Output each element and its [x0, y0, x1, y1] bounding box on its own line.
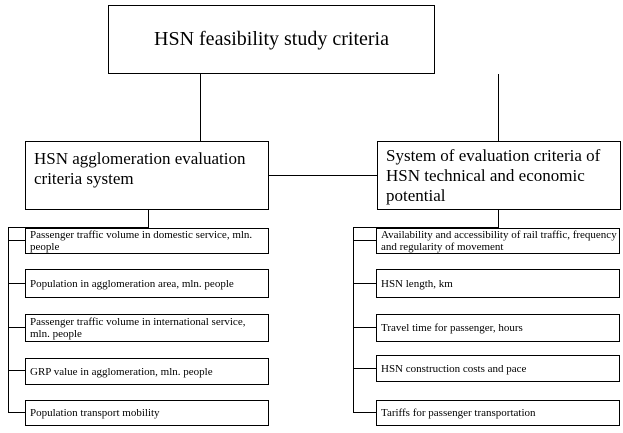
- left-tick-3: [8, 327, 25, 328]
- left-criterion-5-label: Population transport mobility: [30, 407, 160, 419]
- right-bracket-spine: [353, 227, 354, 413]
- agglomeration-criteria-node: [25, 141, 269, 210]
- root-node: [108, 5, 435, 74]
- right-tick-4: [353, 368, 376, 369]
- left-criterion-2-label: Population in agglomeration area, mln. people: [30, 277, 234, 290]
- right-criterion-3: [376, 314, 620, 342]
- right-criterion-1: [376, 228, 620, 254]
- left-criterion-2: [25, 269, 269, 298]
- root-title: HSN feasibility study criteria: [154, 28, 389, 50]
- right-criterion-5: [376, 400, 620, 426]
- left-criterion-3: [25, 314, 269, 342]
- left-tick-4: [8, 370, 25, 371]
- left-criterion-5: [25, 400, 269, 426]
- technical-economic-criteria-node: [377, 141, 621, 210]
- left-tick-5: [8, 412, 25, 413]
- right-tick-3: [353, 327, 376, 328]
- left-criterion-1-label: Passenger traffic volume in domestic service, mln. people: [30, 229, 253, 253]
- left-criterion-4-label: GRP value in agglomeration, mln. people: [30, 365, 213, 378]
- right-criterion-4-label: HSN construction costs and pace: [381, 362, 527, 375]
- connector-root-to-left: [200, 74, 201, 141]
- right-criterion-2: [376, 269, 620, 298]
- right-criterion-3-label: Travel time for passenger, hours: [381, 322, 523, 334]
- left-tick-2: [8, 283, 25, 284]
- right-tick-1: [353, 240, 376, 241]
- left-tick-1: [8, 240, 25, 241]
- connector-root-to-right: [498, 74, 499, 141]
- right-tick-2: [353, 283, 376, 284]
- left-criterion-1: [25, 228, 269, 254]
- agglomeration-criteria-title: HSN agglomeration evaluation criteria system: [34, 149, 246, 188]
- right-bracket-stem: [498, 210, 499, 227]
- technical-economic-criteria-title: System of evaluation criteria of HSN technical and economic potential: [386, 146, 601, 205]
- left-criterion-3-label: Passenger traffic volume in international service, mln. people: [30, 316, 246, 340]
- connector-left-to-right: [269, 175, 377, 176]
- right-criterion-5-label: Tariffs for passenger transportation: [381, 407, 536, 419]
- left-criterion-4: [25, 358, 269, 385]
- right-criterion-4: [376, 355, 620, 382]
- left-bracket-spine: [8, 227, 9, 413]
- right-criterion-1-label: Availability and accessibility of rail traffic, frequency and regularity of movement: [381, 229, 617, 253]
- right-criterion-2-label: HSN length, km: [381, 277, 453, 290]
- right-tick-5: [353, 412, 376, 413]
- left-bracket-stem: [148, 210, 149, 227]
